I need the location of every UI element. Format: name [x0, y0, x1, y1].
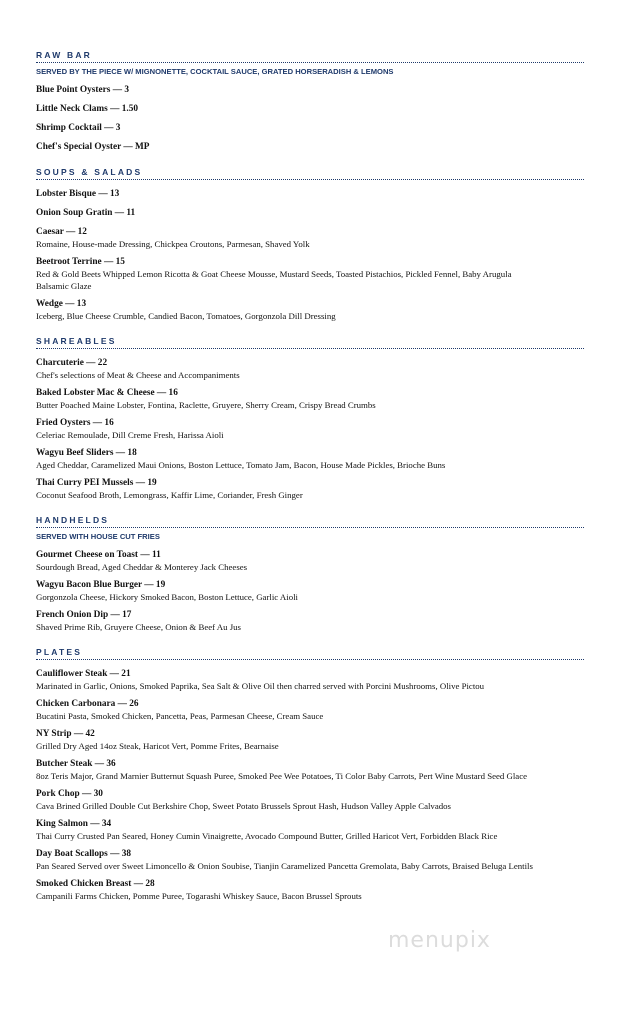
- menu-item: [36, 84, 584, 96]
- menu-section: [36, 515, 584, 633]
- section-title: HANDHELDS: [36, 515, 584, 528]
- menu-item-name: Gourmet Cheese on Toast — 11: [36, 550, 161, 560]
- menu-item: [36, 788, 584, 812]
- menu-item-description: Chef's selections of Meat & Cheese and Accompaniments: [36, 370, 240, 380]
- menu-item: [36, 549, 584, 573]
- menu-item-description: Aged Cheddar, Caramelized Maui Onions, Boston Lettuce, Tomato Jam, Bacon, House Made Pickles, Brioche Buns: [36, 460, 446, 470]
- menu-item-description: Gorgonzola Cheese, Hickory Smoked Bacon, Boston Lettuce, Garlic Aioli: [36, 592, 298, 602]
- menu-item: [36, 188, 584, 200]
- menu-sections: [36, 50, 584, 902]
- menu-item-name: Wedge — 13: [36, 299, 87, 309]
- menu-item: [36, 848, 584, 872]
- menu-item-name: Pork Chop — 30: [36, 789, 103, 799]
- menu-item-description: Red & Gold Beets Whipped Lemon Ricotta & Goat Cheese Mousse, Mustard Seeds, Toasted Pistachios, Pickled Fennel, Baby Arugula Balsamic Glaze: [36, 269, 512, 291]
- menu-item-name: Blue Point Oysters — 3: [36, 85, 129, 95]
- section-subtitle: SERVED BY THE PIECE W/ MIGNONETTE, COCKTAIL SAUCE, GRATED HORSERADISH & LEMONS: [36, 67, 394, 76]
- menu-section: [36, 336, 584, 501]
- menu-item-name: Wagyu Beef Sliders — 18: [36, 448, 137, 458]
- menu-item: [36, 357, 584, 381]
- menu-item-description: Iceberg, Blue Cheese Crumble, Candied Bacon, Tomatoes, Gorgonzola Dill Dressing: [36, 311, 336, 321]
- menu-item: [36, 579, 584, 603]
- menu-item-name: Charcuterie — 22: [36, 358, 108, 368]
- menu-item-name: Day Boat Scallops — 38: [36, 849, 132, 859]
- menu-item: [36, 818, 584, 842]
- menu-section: [36, 167, 584, 322]
- menu-item: [36, 256, 584, 292]
- menu-item-description: 8oz Teris Major, Grand Marnier Butternut Squash Puree, Smoked Pee Wee Potatoes, Ti Color Baby Carrots, Pert Wine Mustard Seed Glace: [36, 771, 528, 781]
- menu-item-description: Celeriac Remoulade, Dill Creme Fresh, Harissa Aioli: [36, 430, 224, 440]
- menu-item: [36, 207, 584, 219]
- menu-item: [36, 477, 584, 501]
- menu-item: [36, 447, 584, 471]
- menu-section: [36, 50, 584, 153]
- menu-item-description: Shaved Prime Rib, Gruyere Cheese, Onion & Beef Au Jus: [36, 622, 241, 632]
- section-title: SHAREABLES: [36, 336, 584, 349]
- menu-item-name: Butcher Steak — 36: [36, 759, 116, 769]
- section-title: SOUPS & SALADS: [36, 167, 584, 180]
- menu-item-description: Marinated in Garlic, Onions, Smoked Paprika, Sea Salt & Olive Oil then charred served with Porcini Mushrooms, Olive Pictou: [36, 681, 485, 691]
- watermark: menupix: [388, 928, 491, 953]
- menu-item-name: Chef's Special Oyster — MP: [36, 142, 150, 152]
- menu-section: [36, 647, 584, 902]
- menu-item-name: Fried Oysters — 16: [36, 418, 114, 428]
- menu-page: [36, 50, 584, 916]
- menu-item-name: Shrimp Cocktail — 3: [36, 123, 121, 133]
- menu-item-description: Cava Brined Grilled Double Cut Berkshire Chop, Sweet Potato Brussels Sprout Hash, Hudson Valley Apple Calvados: [36, 801, 451, 811]
- menu-item-description: Romaine, House-made Dressing, Chickpea Croutons, Parmesan, Shaved Yolk: [36, 239, 310, 249]
- menu-item-name: Beetroot Terrine — 15: [36, 257, 125, 267]
- menu-item-description: Pan Seared Served over Sweet Limoncello & Onion Soubise, Tianjin Caramelized Pancetta Gremolata, Baby Carrots, Braised Beluga Lentils: [36, 861, 533, 871]
- menu-item-name: Little Neck Clams — 1.50: [36, 104, 138, 114]
- menu-item: [36, 298, 584, 322]
- menu-item-description: Coconut Seafood Broth, Lemongrass, Kaffir Lime, Coriander, Fresh Ginger: [36, 490, 303, 500]
- menu-item: [36, 878, 584, 902]
- menu-item: [36, 698, 584, 722]
- menu-item: [36, 668, 584, 692]
- menu-item-description: Thai Curry Crusted Pan Seared, Honey Cumin Vinaigrette, Avocado Compound Butter, Grilled Haricot Vert, Forbidden Black Rice: [36, 831, 498, 841]
- menu-item-name: French Onion Dip — 17: [36, 610, 132, 620]
- menu-item-description: Grilled Dry Aged 14oz Steak, Haricot Vert, Pomme Frites, Bearnaise: [36, 741, 279, 751]
- menu-item-name: Wagyu Bacon Blue Burger — 19: [36, 580, 166, 590]
- section-subtitle: SERVED WITH HOUSE CUT FRIES: [36, 532, 160, 541]
- menu-item-name: NY Strip — 42: [36, 729, 95, 739]
- menu-item-description: Sourdough Bread, Aged Cheddar & Monterey Jack Cheeses: [36, 562, 248, 572]
- menu-item-name: Caesar — 12: [36, 227, 87, 237]
- menu-item-name: Chicken Carbonara — 26: [36, 699, 139, 709]
- menu-item: [36, 226, 584, 250]
- menu-item-description: Butter Poached Maine Lobster, Fontina, Raclette, Gruyere, Sherry Cream, Crispy Bread Crumbs: [36, 400, 376, 410]
- menu-item: [36, 387, 584, 411]
- menu-item: [36, 141, 584, 153]
- menu-item: [36, 758, 584, 782]
- menu-item: [36, 122, 584, 134]
- section-title: RAW BAR: [36, 50, 584, 63]
- section-title: PLATES: [36, 647, 584, 660]
- menu-item-description: Campanili Farms Chicken, Pomme Puree, Togarashi Whiskey Sauce, Bacon Brussel Sprouts: [36, 891, 362, 901]
- menu-item-name: Onion Soup Gratin — 11: [36, 208, 136, 218]
- menu-item: [36, 728, 584, 752]
- menu-item-name: Smoked Chicken Breast — 28: [36, 879, 155, 889]
- menu-item: [36, 609, 584, 633]
- menu-item-name: Baked Lobster Mac & Cheese — 16: [36, 388, 178, 398]
- menu-item-name: Thai Curry PEI Mussels — 19: [36, 478, 157, 488]
- menu-item-name: Lobster Bisque — 13: [36, 189, 120, 199]
- menu-item: [36, 417, 584, 441]
- menu-item-name: King Salmon — 34: [36, 819, 112, 829]
- menu-item-name: Cauliflower Steak — 21: [36, 669, 131, 679]
- menu-item: [36, 103, 584, 115]
- menu-item-description: Bucatini Pasta, Smoked Chicken, Pancetta, Peas, Parmesan Cheese, Cream Sauce: [36, 711, 324, 721]
